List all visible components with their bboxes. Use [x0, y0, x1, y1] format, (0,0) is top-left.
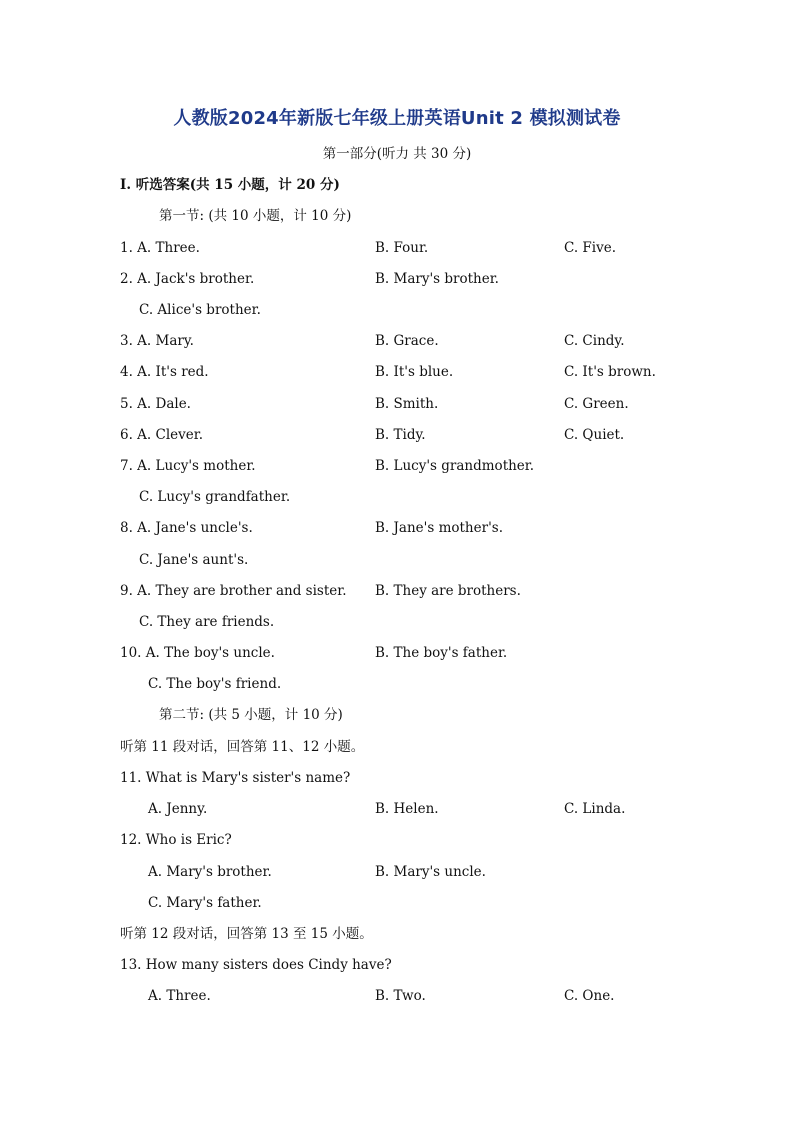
q13-option-c: C. One.: [564, 988, 615, 1004]
q8-option-a: 8. A. Jane's uncle's.: [120, 520, 253, 536]
q5-option-b: B. Smith.: [375, 396, 439, 412]
q7-option-c: C. Lucy's grandfather.: [139, 489, 291, 505]
q9-option-c: C. They are friends.: [139, 614, 275, 630]
q13-option-a: A. Three.: [148, 988, 211, 1004]
q11-option-a: A. Jenny.: [148, 801, 208, 817]
dialog-instruction-11: 听第 11 段对话，回答第 11、12 小题。: [120, 739, 365, 755]
subsection-heading-1: 第一节: (共 10 小题，计 10 分): [159, 208, 352, 224]
q3-option-c: C. Cindy.: [564, 333, 625, 349]
q11-option-c: C. Linda.: [564, 801, 626, 817]
q6-option-c: C. Quiet.: [564, 427, 625, 443]
q10-option-b: B. The boy's father.: [375, 645, 508, 661]
q3-option-a: 3. A. Mary.: [120, 333, 194, 349]
q7-option-b: B. Lucy's grandmother.: [375, 458, 535, 474]
q10-option-a: 10. A. The boy's uncle.: [120, 645, 275, 661]
q9-option-b: B. They are brothers.: [375, 583, 521, 599]
subsection-heading-2: 第二节: (共 5 小题，计 10 分): [159, 707, 343, 723]
q11-stem: 11. What is Mary's sister's name?: [120, 770, 351, 786]
q9-option-a: 9. A. They are brother and sister.: [120, 583, 347, 599]
q4-option-a: 4. A. It's red.: [120, 364, 209, 380]
q2-option-a: 2. A. Jack's brother.: [120, 271, 255, 287]
q2-option-b: B. Mary's brother.: [375, 271, 499, 287]
q6-option-b: B. Tidy.: [375, 427, 426, 443]
q12-option-b: B. Mary's uncle.: [375, 864, 486, 880]
section-heading: Ⅰ. 听选答案(共 15 小题，计 20 分): [120, 177, 340, 193]
q8-option-b: B. Jane's mother's.: [375, 520, 503, 536]
q6-option-a: 6. A. Clever.: [120, 427, 204, 443]
q12-stem: 12. Who is Eric?: [120, 832, 232, 848]
q1-option-c: C. Five.: [564, 240, 617, 256]
q10-option-c: C. The boy's friend.: [148, 676, 282, 692]
q11-option-b: B. Helen.: [375, 801, 439, 817]
q7-option-a: 7. A. Lucy's mother.: [120, 458, 256, 474]
q13-stem: 13. How many sisters does Cindy have?: [120, 957, 392, 973]
q5-option-a: 5. A. Dale.: [120, 396, 191, 412]
q4-option-b: B. It's blue.: [375, 364, 454, 380]
dialog-instruction-12: 听第 12 段对话，回答第 13 至 15 小题。: [120, 926, 373, 942]
q4-option-c: C. It's brown.: [564, 364, 656, 380]
q12-option-a: A. Mary's brother.: [148, 864, 272, 880]
q5-option-c: C. Green.: [564, 396, 629, 412]
q12-option-c: C. Mary's father.: [148, 895, 262, 911]
q2-option-c: C. Alice's brother.: [139, 302, 261, 318]
q13-option-b: B. Two.: [375, 988, 426, 1004]
q3-option-b: B. Grace.: [375, 333, 439, 349]
q1-option-b: B. Four.: [375, 240, 429, 256]
q1-option-a: 1. A. Three.: [120, 240, 200, 256]
page-title: 人教版2024年新版七年级上册英语Unit 2 模拟测试卷: [173, 108, 621, 129]
q8-option-c: C. Jane's aunt's.: [139, 552, 249, 568]
part-heading: 第一部分(听力 共 30 分): [322, 146, 472, 162]
